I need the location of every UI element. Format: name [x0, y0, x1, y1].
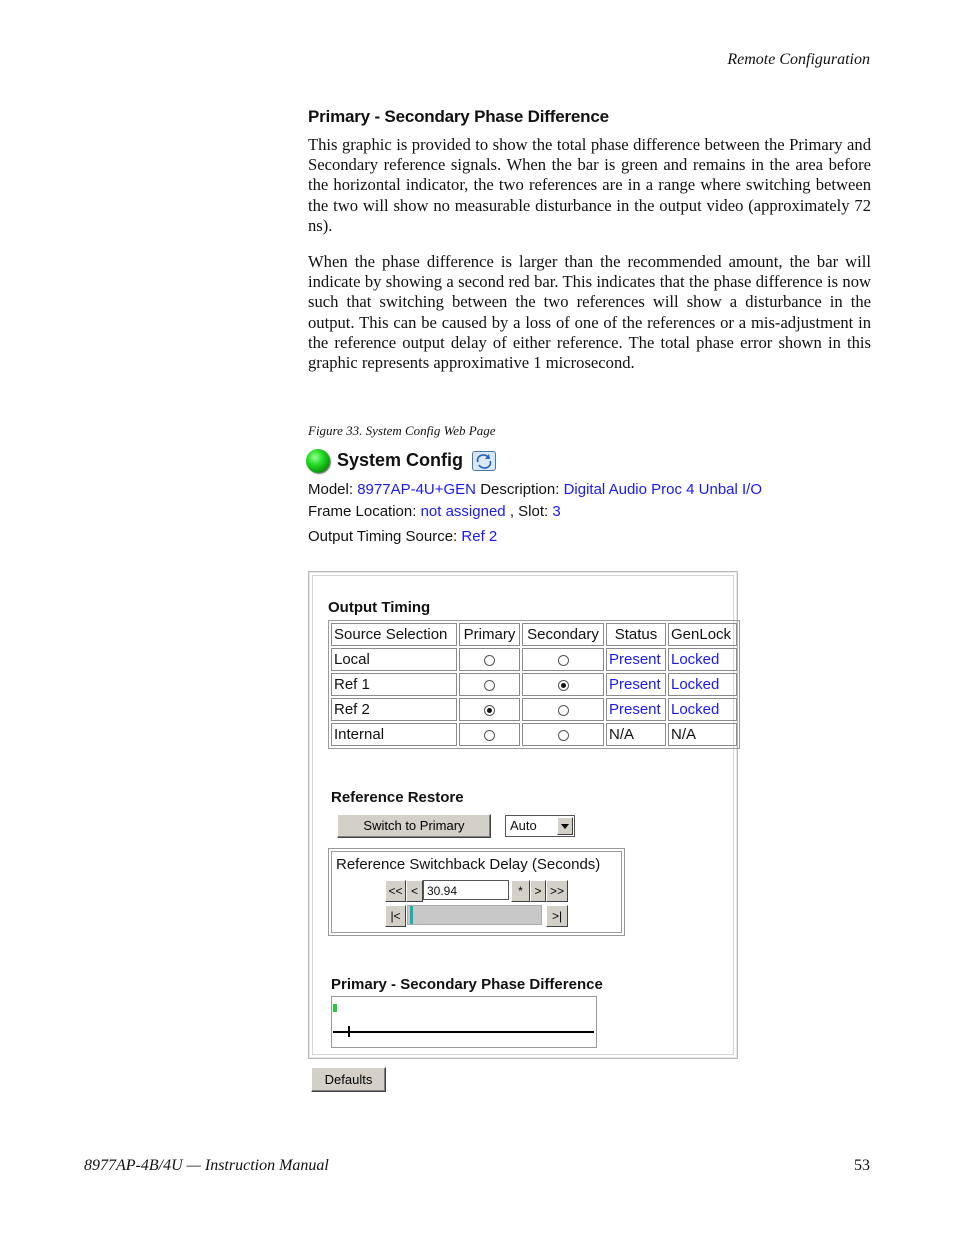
secondary-radio[interactable] [558, 705, 569, 716]
defaults-button[interactable]: Defaults [311, 1067, 386, 1092]
output-timing-source-label: Output Timing Source: [308, 528, 458, 545]
slider-max-button[interactable]: >| [546, 905, 568, 927]
primary-cell [459, 648, 520, 671]
restore-mode-value: Auto [510, 818, 537, 833]
fast-decrement-button[interactable]: << [385, 880, 406, 902]
model-label: Model: [308, 481, 354, 498]
secondary-cell [522, 698, 604, 721]
slot-link[interactable]: 3 [552, 503, 561, 520]
source-cell: Internal [331, 723, 457, 746]
paragraph-1: This graphic is provided to show the total phase difference between the Primary and Secondary reference signals. When the bar is green and remains in the area before the horizontal indicator, the two references are in a range where switching between the two will show no measurable disturbance in the output video (approximately 72 ns). [308, 135, 871, 235]
primary-radio[interactable] [484, 680, 495, 691]
primary-radio[interactable] [484, 655, 495, 666]
table-row [331, 698, 737, 721]
genlock-cell[interactable]: Locked [668, 673, 737, 696]
phase-difference-title: Primary - Secondary Phase Difference [331, 976, 603, 993]
table-row [331, 673, 737, 696]
frame-location-line [308, 503, 561, 520]
frame-location-link[interactable]: not assigned [420, 503, 506, 520]
output-timing-source-line [308, 528, 497, 545]
header-genlock: GenLock [668, 623, 737, 646]
primary-cell [459, 673, 520, 696]
genlock-cell: N/A [668, 723, 737, 746]
table-row [331, 723, 737, 746]
paragraph-2: When the phase difference is larger than the recommended amount, the bar will indicate by showing a second red bar. This indicates that the phase difference is now such that switching between the two references will show a disturbance in the output. This can be caused by a loss of one of the references or a mis-adjustment in the reference output delay of either reference. The total phase error shown in this graphic represents approximative 1 microsecond. [308, 252, 871, 373]
output-timing-table [328, 620, 740, 749]
model-link[interactable]: 8977AP-4U+GEN [357, 481, 477, 498]
table-header-row [331, 623, 737, 646]
refresh-icon[interactable] [472, 451, 496, 471]
running-header: Remote Configuration [727, 51, 870, 68]
secondary-cell [522, 723, 604, 746]
footer-manual-title: 8977AP-4B/4U — Instruction Manual [84, 1157, 329, 1174]
source-cell: Local [331, 648, 457, 671]
slider-thumb[interactable] [410, 906, 413, 924]
header-status: Status [606, 623, 666, 646]
restore-mode-select[interactable] [505, 815, 575, 837]
output-timing-source-link[interactable]: Ref 2 [461, 528, 498, 545]
secondary-radio[interactable] [558, 730, 569, 741]
increment-button[interactable]: > [530, 880, 546, 902]
switchback-delay-label: Reference Switchback Delay (Seconds) [336, 856, 601, 873]
fast-increment-button[interactable]: >> [546, 880, 568, 902]
section-title: Primary - Secondary Phase Difference [308, 107, 609, 126]
status-cell[interactable]: Present [606, 673, 666, 696]
default-value-button[interactable]: * [511, 880, 530, 902]
genlock-cell[interactable]: Locked [668, 698, 737, 721]
secondary-radio[interactable] [558, 680, 569, 691]
switchback-delay-input[interactable]: 30.94 [423, 880, 509, 900]
table-row [331, 648, 737, 671]
system-config-title: System Config [337, 450, 464, 470]
phase-difference-bar [333, 1004, 337, 1012]
switch-to-primary-button[interactable]: Switch to Primary [337, 814, 491, 838]
description-link[interactable]: Digital Audio Proc 4 Unbal I/O [563, 481, 763, 498]
source-cell: Ref 2 [331, 698, 457, 721]
status-led-icon [306, 449, 330, 473]
switchback-delay-slider[interactable] [407, 905, 542, 925]
primary-radio[interactable] [484, 705, 495, 716]
decrement-button[interactable]: < [406, 880, 423, 902]
primary-cell [459, 698, 520, 721]
slot-label: , Slot: [509, 503, 549, 520]
figure-caption: Figure 33. System Config Web Page [308, 423, 496, 438]
primary-cell [459, 723, 520, 746]
phase-difference-graphic [331, 996, 597, 1048]
source-cell: Ref 1 [331, 673, 457, 696]
page-number: 53 [854, 1157, 870, 1174]
secondary-cell [522, 673, 604, 696]
model-line [308, 481, 762, 498]
phase-indicator-line [333, 1031, 594, 1033]
output-timing-title: Output Timing [328, 599, 431, 616]
status-cell: N/A [606, 723, 666, 746]
status-cell[interactable]: Present [606, 648, 666, 671]
slider-min-button[interactable]: |< [385, 905, 406, 927]
chevron-down-icon[interactable] [557, 817, 573, 835]
phase-indicator-tick [348, 1026, 350, 1037]
header-source-selection: Source Selection [331, 623, 457, 646]
primary-radio[interactable] [484, 730, 495, 741]
reference-restore-title: Reference Restore [331, 789, 464, 806]
description-label: Description: [480, 481, 560, 498]
header-primary: Primary [459, 623, 520, 646]
genlock-cell[interactable]: Locked [668, 648, 737, 671]
header-secondary: Secondary [522, 623, 604, 646]
status-cell[interactable]: Present [606, 698, 666, 721]
secondary-cell [522, 648, 604, 671]
secondary-radio[interactable] [558, 655, 569, 666]
frame-location-label: Frame Location: [308, 503, 417, 520]
